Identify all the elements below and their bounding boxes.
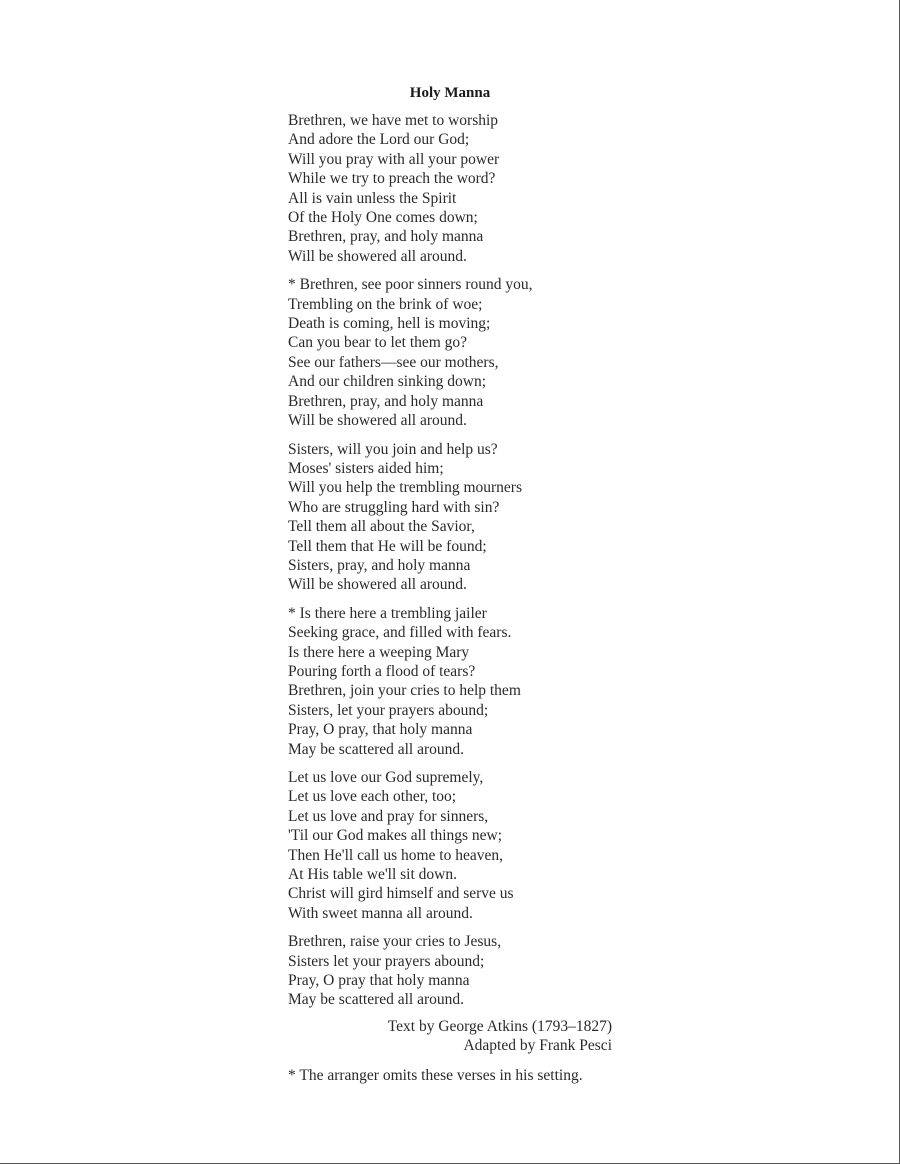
stanza-line: Will be showered all around.: [288, 412, 467, 430]
stanza-line: Then He'll call us home to heaven,: [288, 846, 503, 864]
stanza-line: May be scattered all around.: [288, 740, 465, 758]
stanza-line: At His table we'll sit down.: [288, 866, 457, 884]
stanza-line: Moses' sisters aided him;: [288, 459, 444, 477]
stanza-line: * Is there here a trembling jailer: [288, 604, 487, 622]
stanza-line: Tell them that He will be found;: [288, 537, 487, 555]
stanza-line: Sisters let your prayers abound;: [288, 952, 485, 970]
stanza-line: While we try to preach the word?: [288, 170, 496, 188]
adaptation-credit: Adapted by Frank Pesci: [463, 1037, 612, 1055]
stanza-line: And our children sinking down;: [288, 373, 487, 391]
stanza-line: Tell them all about the Savior,: [288, 518, 475, 536]
stanza-line: Let us love each other, too;: [288, 788, 457, 806]
stanza-line: Brethren, pray, and holy manna: [288, 392, 484, 410]
stanza-line: Will you help the trembling mourners: [288, 479, 522, 497]
stanza-line: Pray, O pray, that holy manna: [288, 721, 473, 739]
stanza-line: Will be showered all around.: [288, 576, 467, 594]
stanza-line: Will be showered all around.: [288, 247, 467, 265]
stanza-line: Brethren, pray, and holy manna: [288, 228, 484, 246]
stanza-line: With sweet manna all around.: [288, 904, 473, 922]
stanza-line: * Brethren, see poor sinners round you,: [288, 276, 533, 294]
stanza-line: 'Til our God makes all things new;: [288, 827, 503, 845]
stanza-line: Death is coming, hell is moving;: [288, 315, 491, 333]
text-author-credit: Text by George Atkins (1793–1827): [387, 1018, 612, 1035]
stanza-line: Of the Holy One comes down;: [288, 209, 478, 227]
stanza-line: Sisters, will you join and help us?: [288, 440, 498, 458]
stanza-2: [288, 275, 618, 430]
stanza-line: Who are struggling hard with sin?: [288, 498, 500, 516]
hymn-credits: [288, 1017, 612, 1056]
stanza-5: [288, 768, 618, 923]
stanza-line: Let us love and pray for sinners,: [288, 807, 489, 825]
hymn-text: [288, 111, 618, 1019]
hymn-title: Holy Manna: [409, 85, 491, 101]
stanza-line: Christ will gird himself and serve us: [288, 885, 514, 903]
stanza-line: Let us love our God supremely,: [288, 769, 484, 786]
stanza-line: Will you pray with all your power: [288, 150, 500, 168]
stanza-line: All is vain unless the Spirit: [288, 189, 457, 207]
stanza-line: Is there here a weeping Mary: [288, 643, 470, 661]
stanza-line: Brethren, raise your cries to Jesus,: [288, 933, 502, 951]
stanza-line: See our fathers—see our mothers,: [288, 353, 499, 371]
footnote: * The arranger omits these verses in his setting.: [288, 1067, 583, 1084]
stanza-line: Seeking grace, and filled with fears.: [288, 624, 512, 642]
stanza-line: Pray, O pray that holy manna: [288, 972, 470, 990]
stanza-1: [288, 111, 618, 266]
stanza-3: [288, 440, 618, 595]
stanza-line: Brethren, we have met to worship: [288, 112, 499, 129]
stanza-line: Pouring forth a flood of tears?: [288, 662, 476, 680]
stanza-6: [288, 932, 618, 1010]
stanza-line: May be scattered all around.: [288, 991, 465, 1009]
stanza-line: Brethren, join your cries to help them: [288, 682, 521, 700]
stanza-line: Sisters, let your prayers abound;: [288, 701, 489, 719]
stanza-4: [288, 604, 618, 759]
stanza-line: Can you bear to let them go?: [288, 334, 468, 352]
stanza-line: Sisters, pray, and holy manna: [288, 556, 471, 574]
stanza-line: Trembling on the brink of woe;: [288, 295, 483, 313]
stanza-line: And adore the Lord our God;: [288, 131, 470, 149]
